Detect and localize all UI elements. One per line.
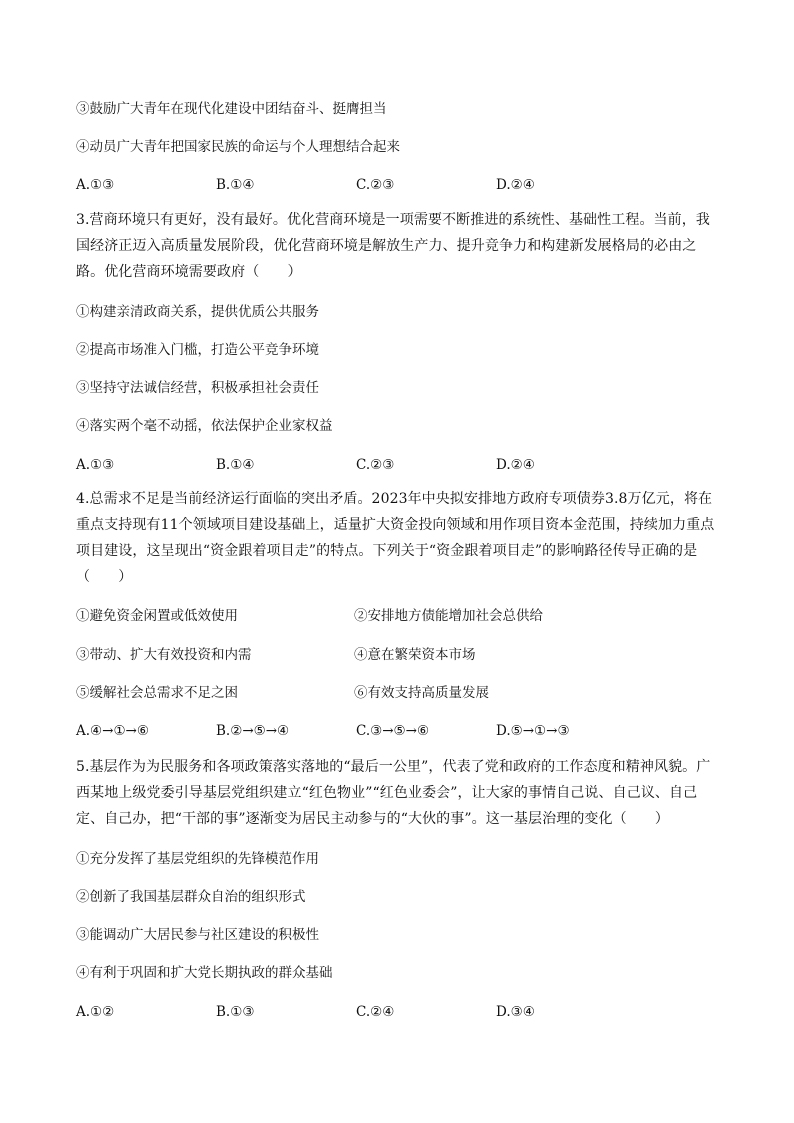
q4-option-3: ③带动、扩大有效投资和内需 [76,647,252,663]
q5-option-3: ③能调动广大居民参与社区建设的积极性 [76,927,319,943]
q2-choice-c[interactable]: C.②③ [356,177,395,193]
q4-stem: 4.总需求不足是当前经济运行面临的突出矛盾。2023年中央拟安排地方政府专项债券3.8万亿元，将在重点支持现有11个领域项目建设基础上，适量扩大资金投向领域和用作项目资本金范围，持续加力重点项目建设，这呈现出“资金跟着项目走”的特点。下列关于“资金跟着项目走”的影响路径传导正确的是（ ） [76,491,715,585]
q3-choice-b[interactable]: B.①④ [216,457,255,473]
q5-choice-b[interactable]: B.①③ [216,1004,255,1020]
q5-option-1: ①充分发挥了基层党组织的先锋模范作用 [76,851,319,867]
q5-option-4: ④有利于巩固和扩大党长期执政的群众基础 [76,965,333,981]
q3-option-4: ④落实两个毫不动摇，依法保护企业家权益 [76,418,333,434]
q3-choice-a[interactable]: A.①③ [76,457,115,473]
q3-choices [76,456,721,474]
q4-choice-a[interactable]: A.④→①→⑥ [76,723,149,739]
q5-choice-a[interactable]: A.①② [76,1004,115,1020]
q4-options-row-1 [76,607,721,625]
q5-choice-d[interactable]: D.③④ [496,1004,535,1020]
q5-stem: 5.基层作为为民服务和各项政策落实落地的“最后一公里”，代表了党和政府的工作态度和精神风貌。广西某地上级党委引导基层党组织建立“红色物业”“红色业委会”，让大家的事情自己说、自己议、自己定、自己办，把“干部的事”逐渐变为居民主动参与的“大伙的事”。这一基层治理的变化（ ） [76,759,711,827]
q5-option-2: ②创新了我国基层群众自治的组织形式 [76,889,306,905]
q2-choices [76,176,721,194]
q3-option-1: ①构建亲清政商关系，提供优质公共服务 [76,304,319,320]
q3-choice-c[interactable]: C.②③ [356,457,395,473]
q3-option-3: ③坚持守法诚信经营，积极承担社会责任 [76,380,319,396]
q2-choice-b[interactable]: B.①④ [216,177,255,193]
q4-option-5: ⑤缓解社会总需求不足之困 [76,685,238,701]
q4-option-6: ⑥有效支持高质量发展 [354,685,489,701]
q5-choices [76,1003,721,1021]
q4-choice-b[interactable]: B.②→⑤→④ [216,723,290,739]
q4-option-2: ②安排地方债能增加社会总供给 [354,608,543,624]
q2-option-3: ③鼓励广大青年在现代化建设中团结奋斗、挺膺担当 [76,101,387,117]
q4-option-1: ①避免资金闲置或低效使用 [76,608,238,624]
q2-choice-a[interactable]: A.①③ [76,177,115,193]
q5-choice-c[interactable]: C.②④ [356,1004,395,1020]
q4-choice-d[interactable]: D.⑤→①→③ [496,723,570,739]
q2-option-4: ④动员广大青年把国家民族的命运与个人理想结合起来 [76,139,400,155]
q3-stem: 3.营商环境只有更好，没有最好。优化营商环境是一项需要不断推进的系统性、基础性工程。当前，我国经济正迈入高质量发展阶段，优化营商环境是解放生产力、提升竞争力和构建新发展格局的必由之路。优化营商环境需要政府（ ） [76,212,710,280]
q4-options-row-3 [76,684,721,702]
q2-choice-d[interactable]: D.②④ [496,177,535,193]
q4-option-4: ④意在繁荣资本市场 [354,647,476,663]
q3-choice-d[interactable]: D.②④ [496,457,535,473]
q3-option-2: ②提高市场准入门槛，打造公平竞争环境 [76,342,319,358]
q4-choices [76,722,721,740]
q4-choice-c[interactable]: C.③→⑤→⑥ [356,723,430,739]
q4-options-row-2 [76,646,721,664]
